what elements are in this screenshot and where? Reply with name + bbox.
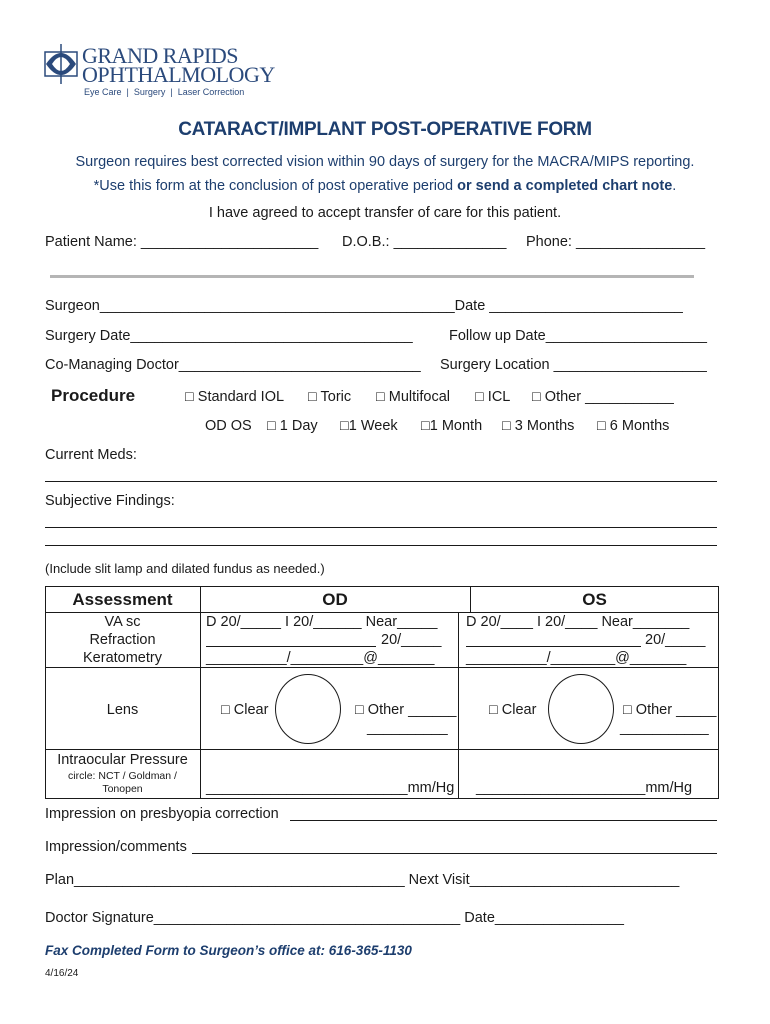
od-lens-circle[interactable]	[275, 674, 341, 744]
od-header: OD	[322, 590, 348, 609]
logo-line1: GRAND RAPIDS	[82, 43, 238, 68]
lens-label: Lens	[106, 702, 139, 718]
fax-instruction: Fax Completed Form to Surgeon’s office at: 616-365-1130	[45, 943, 412, 958]
od-refraction-field[interactable]: 20/_____	[381, 632, 442, 648]
intro-line2: *Use this form at the conclusion of post operative period or send a completed chart note.	[93, 178, 677, 194]
od-va-field[interactable]: D 20/_____ I 20/______ Near_____	[206, 614, 438, 630]
impression-presbyopia-line[interactable]	[290, 820, 717, 821]
subjective-findings-label: Subjective Findings:	[45, 493, 175, 509]
form-date-code: 4/16/24	[45, 968, 79, 979]
iop-method-note-2: Tonopen	[102, 783, 143, 795]
os-lens-circle[interactable]	[548, 674, 614, 744]
assessment-header: Assessment	[72, 590, 173, 609]
dob-field[interactable]: D.O.B.: ______________	[342, 234, 507, 250]
eye-label[interactable]: OD OS	[205, 418, 252, 434]
plan-field[interactable]: Plan_________________________________________ Next Visit__________________________	[45, 872, 680, 888]
agree-statement: I have agreed to accept transfer of care for this patient.	[208, 205, 562, 221]
row-label-refraction: Refraction	[89, 632, 156, 648]
current-meds-line[interactable]	[45, 481, 717, 482]
surgery-date-field[interactable]: Surgery Date___________________________________	[45, 328, 413, 344]
os-va-field[interactable]: D 20/____ I 20/____ Near_______	[466, 614, 690, 630]
iop-label: Intraocular Pressure	[57, 752, 188, 768]
separator-bar	[50, 275, 694, 278]
doctor-signature-field[interactable]: Doctor Signature______________________________________ Date________________	[45, 910, 624, 926]
subjective-line-1[interactable]	[45, 527, 717, 528]
interval-6-months[interactable]: □ 6 Months	[597, 418, 670, 434]
form-title: CATARACT/IMPLANT POST-OPERATIVE FORM	[178, 119, 592, 140]
os-lens-clear[interactable]: □ Clear	[489, 702, 537, 718]
procedure-other[interactable]: □ Other ___________	[532, 389, 674, 405]
eye-logo-icon	[44, 44, 78, 84]
od-lens-clear[interactable]: □ Clear	[221, 702, 269, 718]
procedure-icl[interactable]: □ ICL	[475, 389, 511, 405]
os-refraction-line[interactable]	[466, 646, 641, 647]
subjective-line-2[interactable]	[45, 545, 717, 546]
os-lens-other-line[interactable]: ___________	[620, 720, 709, 736]
procedure-toric[interactable]: □ Toric	[308, 389, 352, 405]
os-iop-field[interactable]: _____________________mm/Hg	[476, 780, 693, 796]
surgeon-field[interactable]: Surgeon____________________________________________Date ________________________	[45, 298, 683, 314]
procedure-standard-iol[interactable]: □ Standard IOL	[185, 389, 285, 405]
impression-comments-line[interactable]	[192, 853, 717, 854]
row-label-keratometry: Keratometry	[83, 650, 162, 666]
current-meds-label: Current Meds:	[45, 447, 137, 463]
od-lens-other-line[interactable]: __________	[367, 720, 448, 736]
od-iop-field[interactable]: _________________________mm/Hg	[206, 780, 455, 796]
od-refraction-line[interactable]	[206, 646, 376, 647]
co-managing-doctor-field[interactable]: Co-Managing Doctor______________________________	[45, 357, 421, 373]
iop-method-note: circle: NCT / Goldman /	[68, 770, 177, 782]
os-keratometry-field[interactable]: __________/________@_______	[466, 650, 687, 666]
interval-1-week[interactable]: □1 Week	[340, 418, 398, 434]
phone-field[interactable]: Phone: ________________	[526, 234, 706, 250]
surgery-location-field[interactable]: Surgery Location ___________________	[440, 357, 707, 373]
assessment-table	[45, 586, 719, 799]
patient-name-field[interactable]: Patient Name: ______________________	[45, 234, 319, 250]
impression-comments-label: Impression/comments	[45, 839, 187, 855]
od-lens-other[interactable]: □ Other ______	[355, 702, 457, 718]
include-note: (Include slit lamp and dilated fundus as needed.)	[45, 561, 325, 576]
procedure-label: Procedure	[51, 386, 136, 405]
os-header: OS	[582, 590, 607, 609]
logo-tagline: Eye Care | Surgery | Laser Correction	[84, 87, 245, 97]
follow-up-date-field[interactable]: Follow up Date____________________	[449, 328, 707, 344]
logo-line2: OPHTHALMOLOGY	[82, 62, 275, 87]
interval-3-months[interactable]: □ 3 Months	[502, 418, 575, 434]
os-lens-other[interactable]: □ Other _____	[623, 702, 717, 718]
interval-1-day[interactable]: □ 1 Day	[267, 418, 318, 434]
os-refraction-field[interactable]: 20/_____	[645, 632, 706, 648]
od-keratometry-field[interactable]: __________/_________@_______	[206, 650, 435, 666]
interval-1-month[interactable]: □1 Month	[421, 418, 483, 434]
intro-line1: Surgeon requires best corrected vision within 90 days of surgery for the MACRA/MIPS reporting.	[75, 154, 695, 170]
chart-note-emphasis: or send a completed chart note	[457, 178, 673, 194]
impression-presbyopia-label: Impression on presbyopia correction	[45, 806, 279, 822]
procedure-multifocal[interactable]: □ Multifocal	[376, 389, 451, 405]
row-label-va-sc: VA sc	[104, 614, 141, 630]
